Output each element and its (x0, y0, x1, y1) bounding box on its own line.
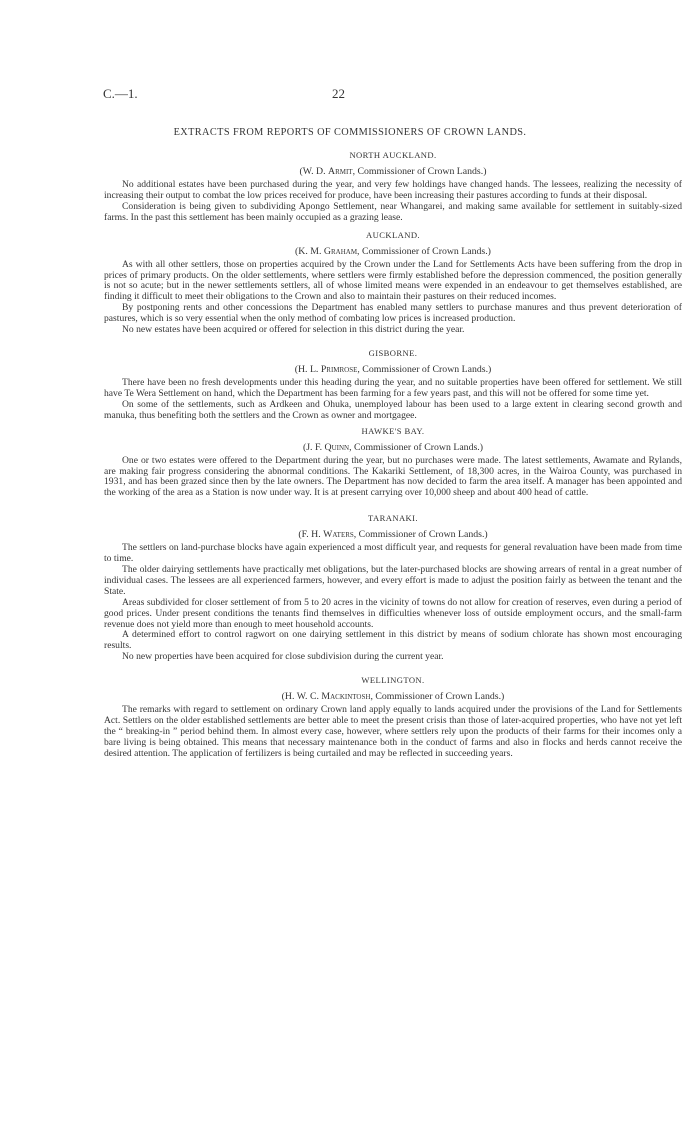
paragraph: Consideration is being given to subdividing Apongo Settlement, near Whangarei, and making same available for settlement in suitably-sized farms. In the past this settlement has been mainly occupied as a grazing lease. (104, 200, 682, 223)
section-heading: TARANAKI. (368, 513, 418, 524)
commissioner-suffix: , Commissioner of Crown Lands.) (357, 363, 492, 375)
section-north-auckland (104, 150, 682, 224)
report-body (104, 150, 682, 760)
commissioner-prefix: (F. H. (298, 529, 324, 541)
commissioner-name: Armit (328, 166, 353, 177)
section-taranaki (104, 513, 682, 663)
commissioner-name: Primrose (320, 363, 358, 375)
commissioner-line (104, 166, 682, 178)
commissioner-name: Waters (323, 529, 354, 541)
commissioner-name: Quinn (324, 441, 350, 453)
paragraph: No new estates have been acquired or offered for selection in this district during the year. (122, 324, 465, 336)
commissioner-prefix: (H. W. C. (281, 691, 322, 703)
section-heading: NORTH AUCKLAND. (349, 150, 437, 160)
paragraph: No additional estates have been purchased during the year, and very few holdings have changed hands. The lessees, realizing the necessity of increasing their output to combat the low prices received for produce, have been increasing their pastures according to funds at their disposal. (104, 179, 682, 201)
page-title: EXTRACTS FROM REPORTS OF COMMISSIONERS OF CROWN LANDS. (173, 127, 527, 138)
section-heading: GISBORNE. (368, 347, 418, 358)
paragraph: The remarks with regard to settlement on ordinary Crown land apply equally to lands acquired under the provisions of the Land for Settlements Act. Settlers on the older established settlements are better able to meet the present crisis than those of later-acquired properties, who have not yet left the “ breaking-in ” period behind them. In almost every case, however, where settlers rely upon the products of their farms for their incomes only a bare living is being obtained. This means that necessary maintenance both in the conduct of farms and also in flocks and herds cannot receive the desired attention. The application of fertilizers is being curtailed and may be reflected in succeeding years. (104, 704, 682, 759)
paragraph: One or two estates were offered to the Department during the year, but no purchases were made. The latest settlements, Awamate and Rylands, are making fair progress considering the abnormal conditions. The Kakariki Settlement, of 18,300 acres, in the Wairoa County, was purchased in 1931, and has been grazed since then by the late owners. The Department has now decided to farm the area itself. A manager has been appointed and the working of the area as a Station is now under way. It is at present carrying over 10,000 sheep and about 400 head of cattle. (104, 454, 682, 499)
paragraph: The older dairying settlements have practically met obligations, but the later-purchased blocks are showing arrears of rental in a great number of individual cases. The lessees are all experienced farmers, however, and every effort is made to adjust the position fairly as between the tenant and the State. (104, 564, 682, 597)
paragraph: Areas subdivided for closer settlement of from 5 to 20 acres in the vicinity of towns do not allow for creation of reserves, even during a period of good prices. Under present conditions the tenants find themselves in difficulties whenever loss of outside employment occurs, and the small-farm revenue does not yield more than enough to meet household accounts. (104, 596, 682, 630)
commissioner-prefix: (W. D. (299, 166, 328, 177)
commissioner-prefix: (H. L. (294, 363, 321, 375)
page-number: 22 (332, 86, 345, 101)
commissioner-suffix: , Commissioner of Crown Lands.) (352, 166, 487, 177)
section-heading: WELLINGTON. (361, 675, 425, 686)
commissioner-name: Graham (323, 245, 358, 257)
section-hawkes-bay (104, 426, 682, 500)
commissioner-suffix: , Commissioner of Crown Lands.) (370, 691, 505, 703)
commissioner-suffix: , Commissioner of Crown Lands.) (357, 245, 491, 257)
paragraph: The settlers on land-purchase blocks have again experienced a most difficult year, and requests for general revaluation have been made from time to time. (104, 542, 682, 565)
commissioner-name: Mackintosh (321, 691, 371, 703)
page-header (0, 86, 700, 102)
section-heading: AUCKLAND. (366, 229, 420, 240)
commissioner-line (104, 442, 682, 454)
section-heading: HAWKE'S BAY. (361, 425, 425, 436)
parliamentary-paper-code: C.—1. (103, 86, 138, 101)
paragraph: By postponing rents and other concessions the Department has enabled many settlers to purchase manures and thus prevent deterioration of pastures, which is so very essential when the only method of combating low prices is increased production. (104, 302, 682, 325)
paragraph: On some of the settlements, such as Ardkeen and Ohuka, unemployed labour has been used to a large extent in clearing second growth and manuka, thus benefiting both the settlers and the Crown as owner and mortgagee. (104, 398, 682, 421)
paragraph: There have been no fresh developments under this heading during the year, and no suitable properties have been offered for settlement. We still have Te Wera Settlement on hand, which the Department has been farming for a few years past, and this will not be offered for some time yet. (104, 376, 682, 399)
commissioner-suffix: , Commissioner of Crown Lands.) (353, 529, 488, 541)
paragraph: As with all other settlers, those on properties acquired by the Crown under the Land for Settlements Acts have been suffering from the drop in prices of primary products. On the older settlements, where settlers were firmly established before the depression commenced, the position generally is not so acute; but in the newer settlements settlers, all of whose limited means were expended in an endeavour to get themselves established, are finding it difficult to meet their obligations to the Crown and also to maintain their pastures on their reduced incomes. (104, 258, 682, 303)
paragraph: No new properties have been acquired for close subdivision during the current year. (122, 651, 444, 663)
commissioner-prefix: (K. M. (295, 245, 324, 257)
paragraph: A determined effort to control ragwort on one dairying settlement in this district by means of sodium chlorate has shown most encouraging results. (104, 629, 682, 652)
section-auckland (104, 230, 682, 336)
commissioner-line (104, 364, 682, 376)
commissioner-line (104, 529, 682, 541)
section-wellington (104, 675, 682, 760)
commissioner-line (104, 246, 682, 258)
section-gisborne (104, 348, 682, 422)
commissioner-prefix: (J. F. (302, 441, 325, 453)
commissioner-suffix: , Commissioner of Crown Lands.) (349, 441, 483, 453)
commissioner-line (104, 691, 682, 703)
